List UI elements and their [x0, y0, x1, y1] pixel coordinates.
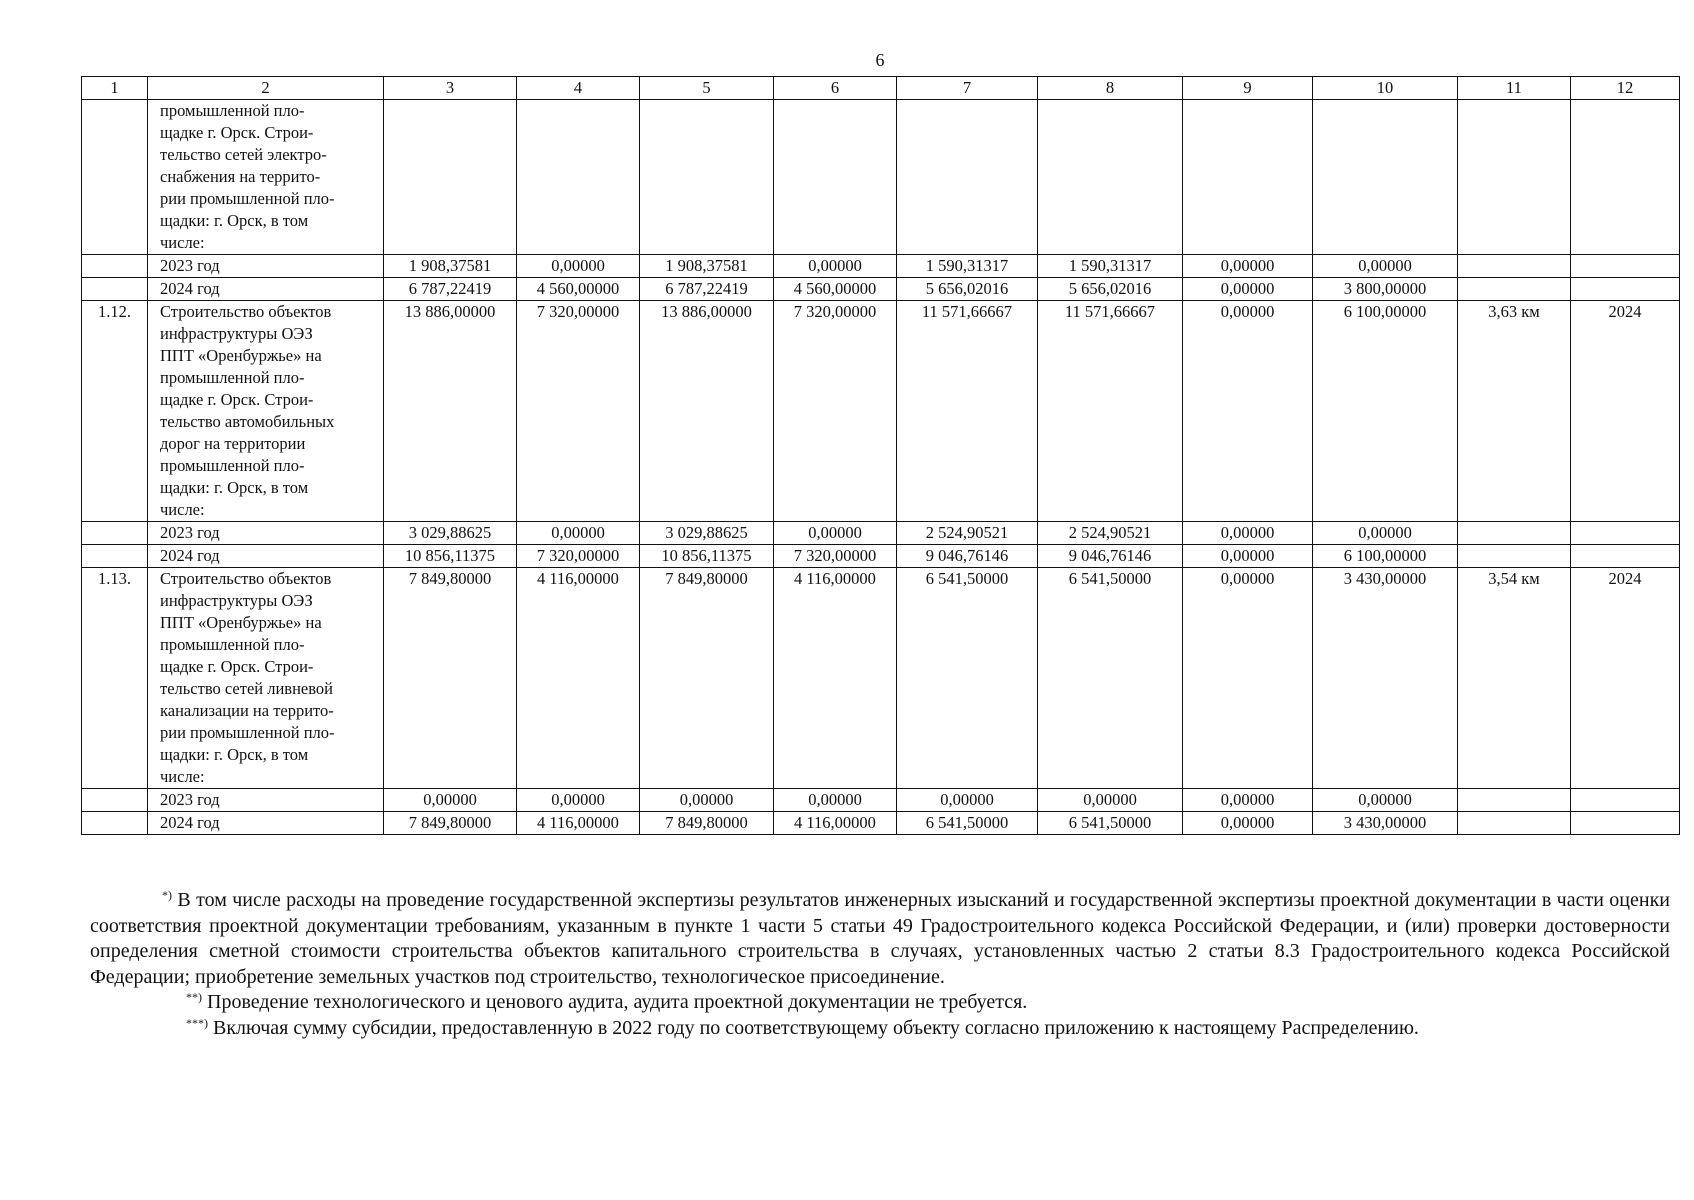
value-cell: 7 849,80000	[384, 812, 517, 835]
value-cell: 13 886,00000	[384, 301, 517, 522]
value-cell: 0,00000	[517, 789, 640, 812]
value-cell	[640, 100, 774, 255]
value-cell	[1458, 278, 1571, 301]
table-row	[82, 301, 1680, 522]
value-cell	[1183, 100, 1313, 255]
value-cell: 10 856,11375	[640, 545, 774, 568]
value-cell: 0,00000	[1183, 789, 1313, 812]
value-cell: 6 100,00000	[1313, 545, 1458, 568]
value-cell: 6 100,00000	[1313, 301, 1458, 522]
value-cell: 4 116,00000	[517, 568, 640, 789]
footnotes	[90, 888, 1670, 1041]
header-cell: 4	[517, 77, 640, 100]
value-cell: 3 430,00000	[1313, 812, 1458, 835]
value-cell: 7 320,00000	[517, 301, 640, 522]
value-cell: 1 908,37581	[640, 255, 774, 278]
value-cell: 0,00000	[1313, 522, 1458, 545]
value-cell: 0,00000	[1038, 789, 1183, 812]
footnote	[90, 990, 1670, 1016]
header-row	[82, 77, 1680, 100]
value-cell	[1571, 789, 1680, 812]
row-index	[82, 522, 148, 545]
table-row	[82, 278, 1680, 301]
value-cell: 3 430,00000	[1313, 568, 1458, 789]
header-cell: 8	[1038, 77, 1183, 100]
value-cell: 0,00000	[1313, 255, 1458, 278]
value-cell: 0,00000	[640, 789, 774, 812]
value-cell	[1571, 278, 1680, 301]
value-cell	[1571, 812, 1680, 835]
value-cell: 0,00000	[384, 789, 517, 812]
value-cell: 5 656,02016	[1038, 278, 1183, 301]
header-cell: 2	[148, 77, 384, 100]
value-cell	[517, 100, 640, 255]
row-label: Строительство объектов инфраструктуры ОЭЗ ППТ «Оренбуржье» на промышленной пло- щадке г. Орск. Строи- тельство сетей ливневой канализации на террито- рии промышленной пло- щадки: г. Орск, в том числе:	[148, 568, 384, 789]
table-row	[82, 255, 1680, 278]
table-row	[82, 545, 1680, 568]
value-cell: 3 029,88625	[640, 522, 774, 545]
value-cell: 0,00000	[1183, 545, 1313, 568]
value-cell: 7 320,00000	[517, 545, 640, 568]
value-cell: 2 524,90521	[897, 522, 1038, 545]
value-cell: 3 029,88625	[384, 522, 517, 545]
value-cell: 0,00000	[774, 522, 897, 545]
row-index	[82, 545, 148, 568]
value-cell	[1313, 100, 1458, 255]
table-row	[82, 522, 1680, 545]
value-cell	[1458, 255, 1571, 278]
value-cell: 0,00000	[517, 255, 640, 278]
header-cell: 3	[384, 77, 517, 100]
page-number: 6	[875, 50, 885, 70]
value-cell: 9 046,76146	[897, 545, 1038, 568]
row-index	[82, 278, 148, 301]
value-cell: 6 541,50000	[1038, 812, 1183, 835]
value-cell: 3,54 км	[1458, 568, 1571, 789]
value-cell: 0,00000	[774, 789, 897, 812]
row-index	[82, 789, 148, 812]
value-cell: 5 656,02016	[897, 278, 1038, 301]
value-cell: 0,00000	[1183, 568, 1313, 789]
value-cell: 0,00000	[1183, 522, 1313, 545]
value-cell	[1038, 100, 1183, 255]
footnote-mark: ***)	[186, 1015, 208, 1030]
row-index	[82, 255, 148, 278]
footnote	[90, 1016, 1670, 1042]
header-cell: 9	[1183, 77, 1313, 100]
footnote	[90, 888, 1670, 990]
row-label: Строительство объектов инфраструктуры ОЭЗ ППТ «Оренбуржье» на промышленной пло- щадке г. Орск. Строи- тельство автомобильных дорог на территории промышленной пло- щадки: г. Орск, в том числе:	[148, 301, 384, 522]
value-cell: 11 571,66667	[1038, 301, 1183, 522]
value-cell: 3,63 км	[1458, 301, 1571, 522]
header-cell: 10	[1313, 77, 1458, 100]
header-cell: 12	[1571, 77, 1680, 100]
footnote-text: Проведение технологического и ценового аудита, аудита проектной документации не требуется.	[202, 991, 1028, 1013]
value-cell: 0,00000	[897, 789, 1038, 812]
value-cell: 0,00000	[774, 255, 897, 278]
row-label: 2024 год	[148, 545, 384, 568]
value-cell	[1458, 522, 1571, 545]
value-cell: 3 800,00000	[1313, 278, 1458, 301]
value-cell: 4 560,00000	[517, 278, 640, 301]
distribution-table	[81, 76, 1680, 835]
footnote-mark: *)	[162, 888, 172, 902]
row-index	[82, 100, 148, 255]
value-cell: 1 908,37581	[384, 255, 517, 278]
value-cell	[1458, 812, 1571, 835]
value-cell	[384, 100, 517, 255]
row-label: 2023 год	[148, 789, 384, 812]
value-cell: 6 541,50000	[897, 568, 1038, 789]
value-cell: 2024	[1571, 568, 1680, 789]
value-cell: 9 046,76146	[1038, 545, 1183, 568]
header-cell: 6	[774, 77, 897, 100]
row-label: промышленной пло- щадке г. Орск. Строи- тельство сетей электро- снабжения на террито- рии промышленной пло- щадки: г. Орск, в том числе:	[148, 100, 384, 255]
value-cell: 0,00000	[517, 522, 640, 545]
value-cell: 6 541,50000	[897, 812, 1038, 835]
header-cell: 5	[640, 77, 774, 100]
value-cell: 0,00000	[1183, 278, 1313, 301]
row-label: 2023 год	[148, 255, 384, 278]
value-cell: 7 320,00000	[774, 301, 897, 522]
header-cell: 7	[897, 77, 1038, 100]
value-cell: 0,00000	[1183, 812, 1313, 835]
row-index: 1.13.	[82, 568, 148, 789]
footnote-text: Включая сумму субсидии, предоставленную в 2022 году по соответствующему объекту согласно приложению к настоящему Распределению.	[208, 1016, 1419, 1039]
value-cell: 4 116,00000	[774, 568, 897, 789]
value-cell	[1571, 255, 1680, 278]
value-cell: 6 787,22419	[384, 278, 517, 301]
value-cell: 7 849,80000	[640, 812, 774, 835]
value-cell	[1458, 100, 1571, 255]
value-cell: 4 116,00000	[774, 812, 897, 835]
value-cell: 0,00000	[1183, 301, 1313, 522]
value-cell: 1 590,31317	[897, 255, 1038, 278]
table-row	[82, 100, 1680, 255]
value-cell: 2024	[1571, 301, 1680, 522]
value-cell	[897, 100, 1038, 255]
table-row	[82, 568, 1680, 789]
row-label: 2024 год	[148, 278, 384, 301]
value-cell: 4 116,00000	[517, 812, 640, 835]
row-label: 2023 год	[148, 522, 384, 545]
value-cell: 7 849,80000	[640, 568, 774, 789]
value-cell: 7 320,00000	[774, 545, 897, 568]
row-label: 2024 год	[148, 812, 384, 835]
value-cell	[1571, 522, 1680, 545]
value-cell: 0,00000	[1313, 789, 1458, 812]
row-index: 1.12.	[82, 301, 148, 522]
value-cell: 11 571,66667	[897, 301, 1038, 522]
value-cell	[1458, 789, 1571, 812]
value-cell: 2 524,90521	[1038, 522, 1183, 545]
value-cell: 6 787,22419	[640, 278, 774, 301]
row-index	[82, 812, 148, 835]
value-cell: 6 541,50000	[1038, 568, 1183, 789]
header-cell: 11	[1458, 77, 1571, 100]
value-cell	[1571, 100, 1680, 255]
value-cell	[1571, 545, 1680, 568]
footnote-text: В том числе расходы на проведение государственной экспертизы результатов инженерных изысканий и государственной экспертизы проектной документации в части оценки соответствия проектной документации требованиям, указанным в пункте 1 части 5 статьи 49 Градостроительного кодекса Российской Федерации, и (или) проверки достоверности определения сметной стоимости строительства объектов капитального строительства в случаях, установленных частью 2 статьи 8.3 Градостроительного кодекса Российской Федерации; приобретение земельных участков под строительство, технологическое присоединение.	[90, 889, 1670, 988]
value-cell: 10 856,11375	[384, 545, 517, 568]
value-cell: 1 590,31317	[1038, 255, 1183, 278]
value-cell: 13 886,00000	[640, 301, 774, 522]
header-cell: 1	[82, 77, 148, 100]
value-cell: 0,00000	[1183, 255, 1313, 278]
value-cell	[774, 100, 897, 255]
table-row	[82, 812, 1680, 835]
value-cell	[1458, 545, 1571, 568]
value-cell: 7 849,80000	[384, 568, 517, 789]
footnote-mark: **)	[186, 990, 202, 1004]
table-body	[82, 77, 1680, 835]
table-row	[82, 789, 1680, 812]
value-cell: 4 560,00000	[774, 278, 897, 301]
